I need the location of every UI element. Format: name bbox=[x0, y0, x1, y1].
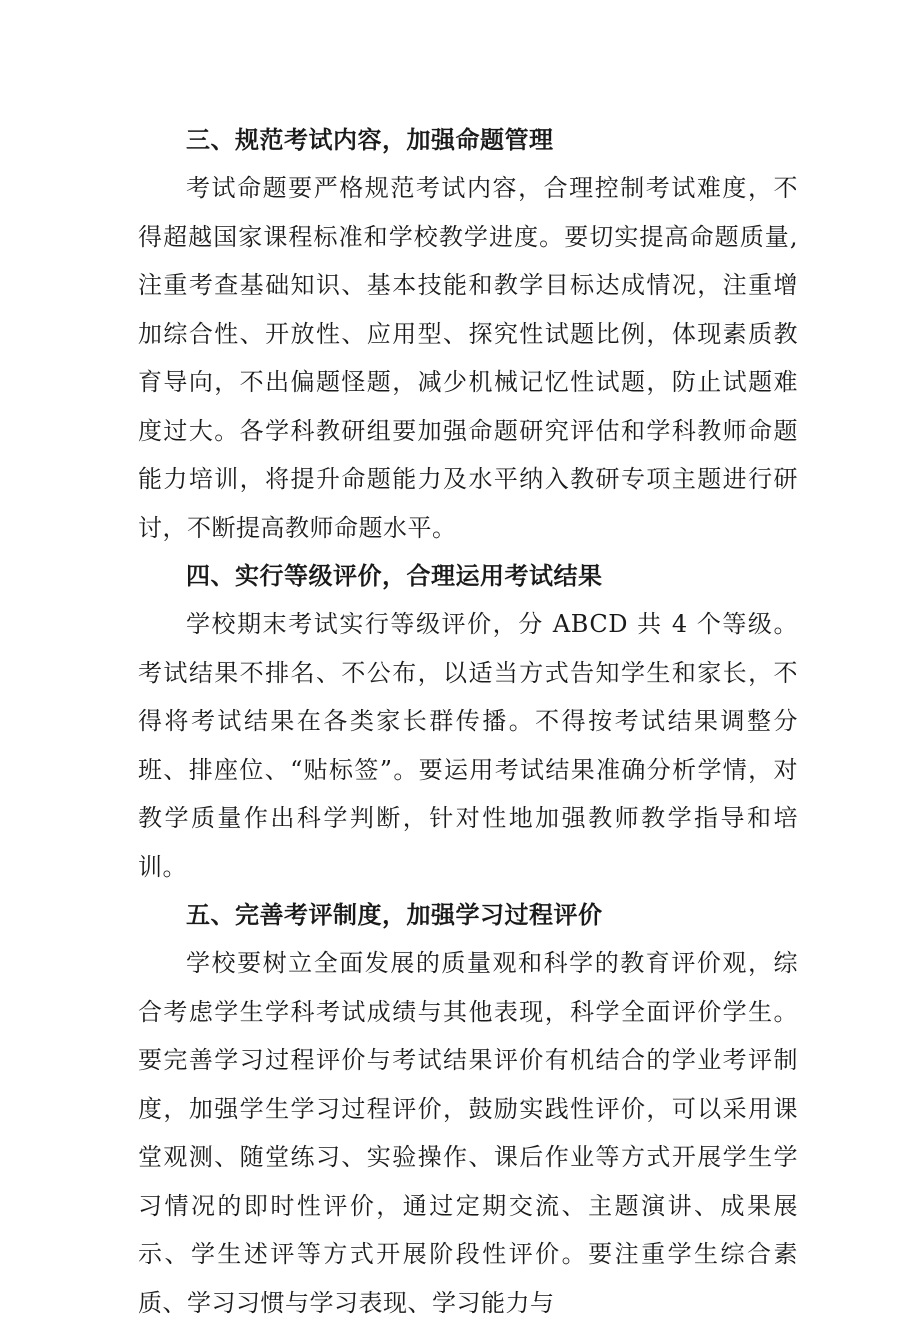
section-paragraph: 学校要树立全面发展的质量观和科学的教育评价观，综合考虑学生学科考试成绩与其他表现，科学全面评价学生。要完善学习过程评价与考试结果评价有机结合的学业考评制度，加强学生学习过程评价，鼓励实践性评价，可以采用课堂观测、随堂练习、实验操作、课后作业等方式开展学生学习情况的即时性评价，通过定期交流、主题演讲、成果展示、学生述评等方式开展阶段性评价。要注重学生综合素质、学习习惯与学习表现、学习能力与 bbox=[138, 949, 798, 1317]
section-paragraph: 学校期末考试实行等级评价，分 ABCD 共 4 个等级。考试结果不排名、不公布，以适当方式告知学生和家长，不得将考试结果在各类家长群传播。不得按考试结果调整分班、排座位、“贴标签”。要运用考试结果准确分析学情，对教学质量作出科学判断，针对性地加强教师教学指导和培训。 bbox=[138, 610, 798, 881]
section-heading: 三、规范考试内容，加强命题管理 bbox=[186, 126, 554, 154]
section-5 bbox=[138, 891, 798, 1327]
section-paragraph: 考试命题要严格规范考试内容，合理控制考试难度，不得超越国家课程标准和学校教学进度。要切实提高命题质量,注重考查基础知识、基本技能和教学目标达成情况，注重增加综合性、开放性、应用型、探究性试题比例，体现素质教育导向，不出偏题怪题，减少机械记忆性试题，防止试题难度过大。各学科教研组要加强命题研究评估和学科教师命题能力培训，将提升命题能力及水平纳入教研专项主题进行研讨，不断提高教师命题水平。 bbox=[138, 174, 798, 542]
section-3 bbox=[138, 116, 798, 552]
section-4 bbox=[138, 552, 798, 891]
section-heading: 五、完善考评制度，加强学习过程评价 bbox=[186, 901, 603, 929]
section-heading: 四、实行等级评价，合理运用考试结果 bbox=[186, 562, 603, 590]
document-body bbox=[138, 116, 798, 1327]
